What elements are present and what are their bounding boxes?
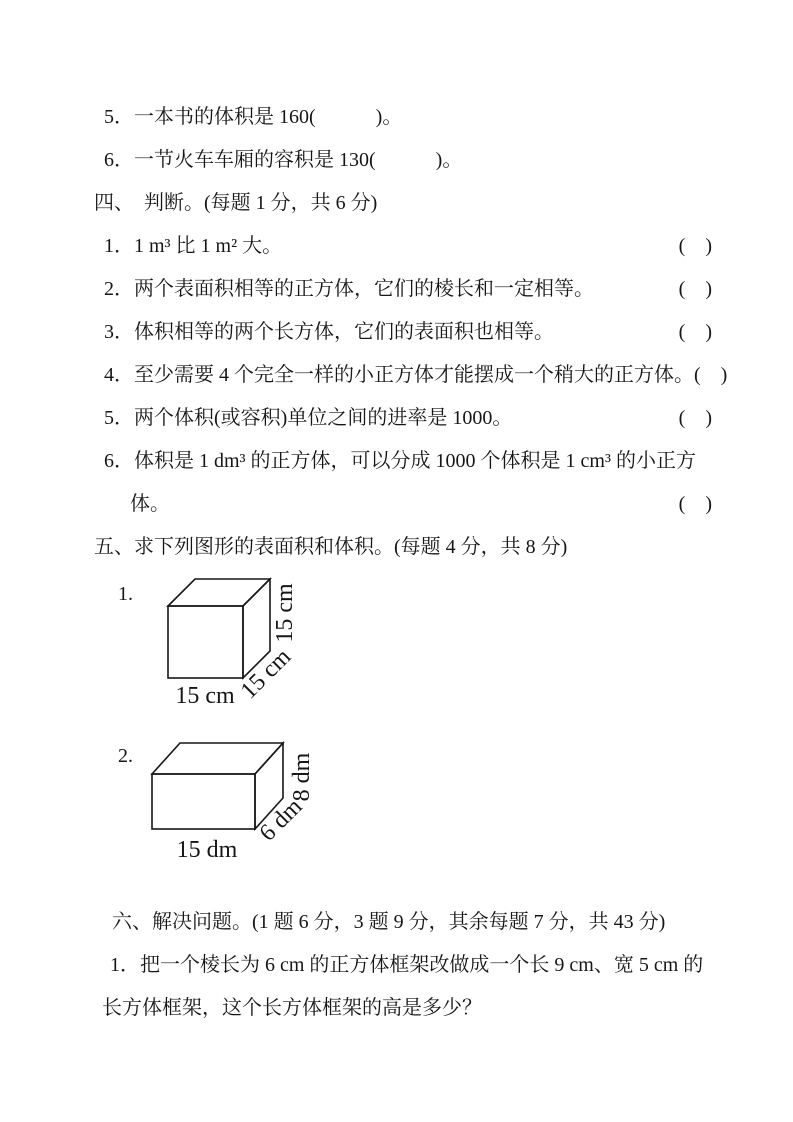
- judge-item-text: 2．两个表面积相等的正方体，它们的棱长和一定相等。: [104, 278, 594, 300]
- cuboid-figure: [108, 737, 448, 887]
- figure1-number: 1.: [118, 583, 133, 605]
- answer-paren: ( ): [678, 407, 712, 429]
- judge-item-4: [104, 354, 728, 397]
- cube-bottom-dimension-label: 15 cm: [175, 683, 235, 709]
- judge-item-text: 体。: [130, 493, 170, 515]
- cuboid-top-face: [152, 743, 283, 774]
- judge-item-text: 4．至少需要 4 个完全一样的小正方体才能摆成一个稍大的正方体。: [104, 364, 694, 386]
- answer-paren: ( ): [678, 321, 712, 343]
- cuboid-front-face: [152, 774, 255, 829]
- judge-item-2: [104, 268, 712, 311]
- cube-front-face: [168, 606, 243, 678]
- answer-paren: ( ): [678, 235, 712, 257]
- fill-item-5: 5．一本书的体积是 160( )。: [104, 106, 403, 128]
- problems-section-heading: 六、解决问题。(1 题 6 分，3 题 9 分，其余每题 7 分，共 43 分): [112, 911, 666, 933]
- figure2-number: 2.: [118, 745, 133, 767]
- figures-section-heading: 五、求下列图形的表面积和体积。(每题 4 分，共 8 分): [94, 536, 568, 558]
- judge-item-5: [104, 397, 712, 440]
- cube-figure: [108, 573, 438, 725]
- judge-item-text: 5．两个体积(或容积)单位之间的进率是 1000。: [104, 407, 513, 429]
- problem-1-line2: 长方体框架，这个长方体框架的高是多少？: [102, 997, 482, 1019]
- fill-item-6: 6．一节火车车厢的容积是 130( )。: [104, 149, 463, 171]
- answer-paren: ( ): [678, 493, 712, 515]
- cuboid-bottom-dimension-label: 15 dm: [176, 837, 238, 863]
- cube-top-face: [168, 579, 270, 606]
- judge-item-text: 3．体积相等的两个长方体，它们的表面积也相等。: [104, 321, 554, 343]
- judge-item-6-line2: [104, 483, 712, 526]
- answer-paren: ( ): [694, 364, 728, 386]
- judge-item-1: [104, 225, 712, 268]
- cube-depth-dimension-label: 15 cm: [235, 643, 297, 705]
- cuboid-depth-dimension-label: 6 dm: [254, 793, 308, 847]
- judge-item-3: [104, 311, 712, 354]
- judge-section-heading: 四、 判断。(每题 1 分，共 6 分): [94, 192, 378, 214]
- answer-paren: ( ): [678, 278, 712, 300]
- judge-item-text: 1．1 m³ 比 1 m² 大。: [104, 235, 283, 257]
- cube-height-dimension-label: 15 cm: [272, 583, 298, 643]
- problem-1-line1: 1．把一个棱长为 6 cm 的正方体框架改做成一个长 9 cm、宽 5 cm 的: [110, 954, 704, 976]
- judge-item-6-line1: 6．体积是 1 dm³ 的正方体，可以分成 1000 个体积是 1 cm³ 的小正方: [104, 450, 696, 472]
- cuboid-height-dimension-label: 8 dm: [289, 752, 315, 802]
